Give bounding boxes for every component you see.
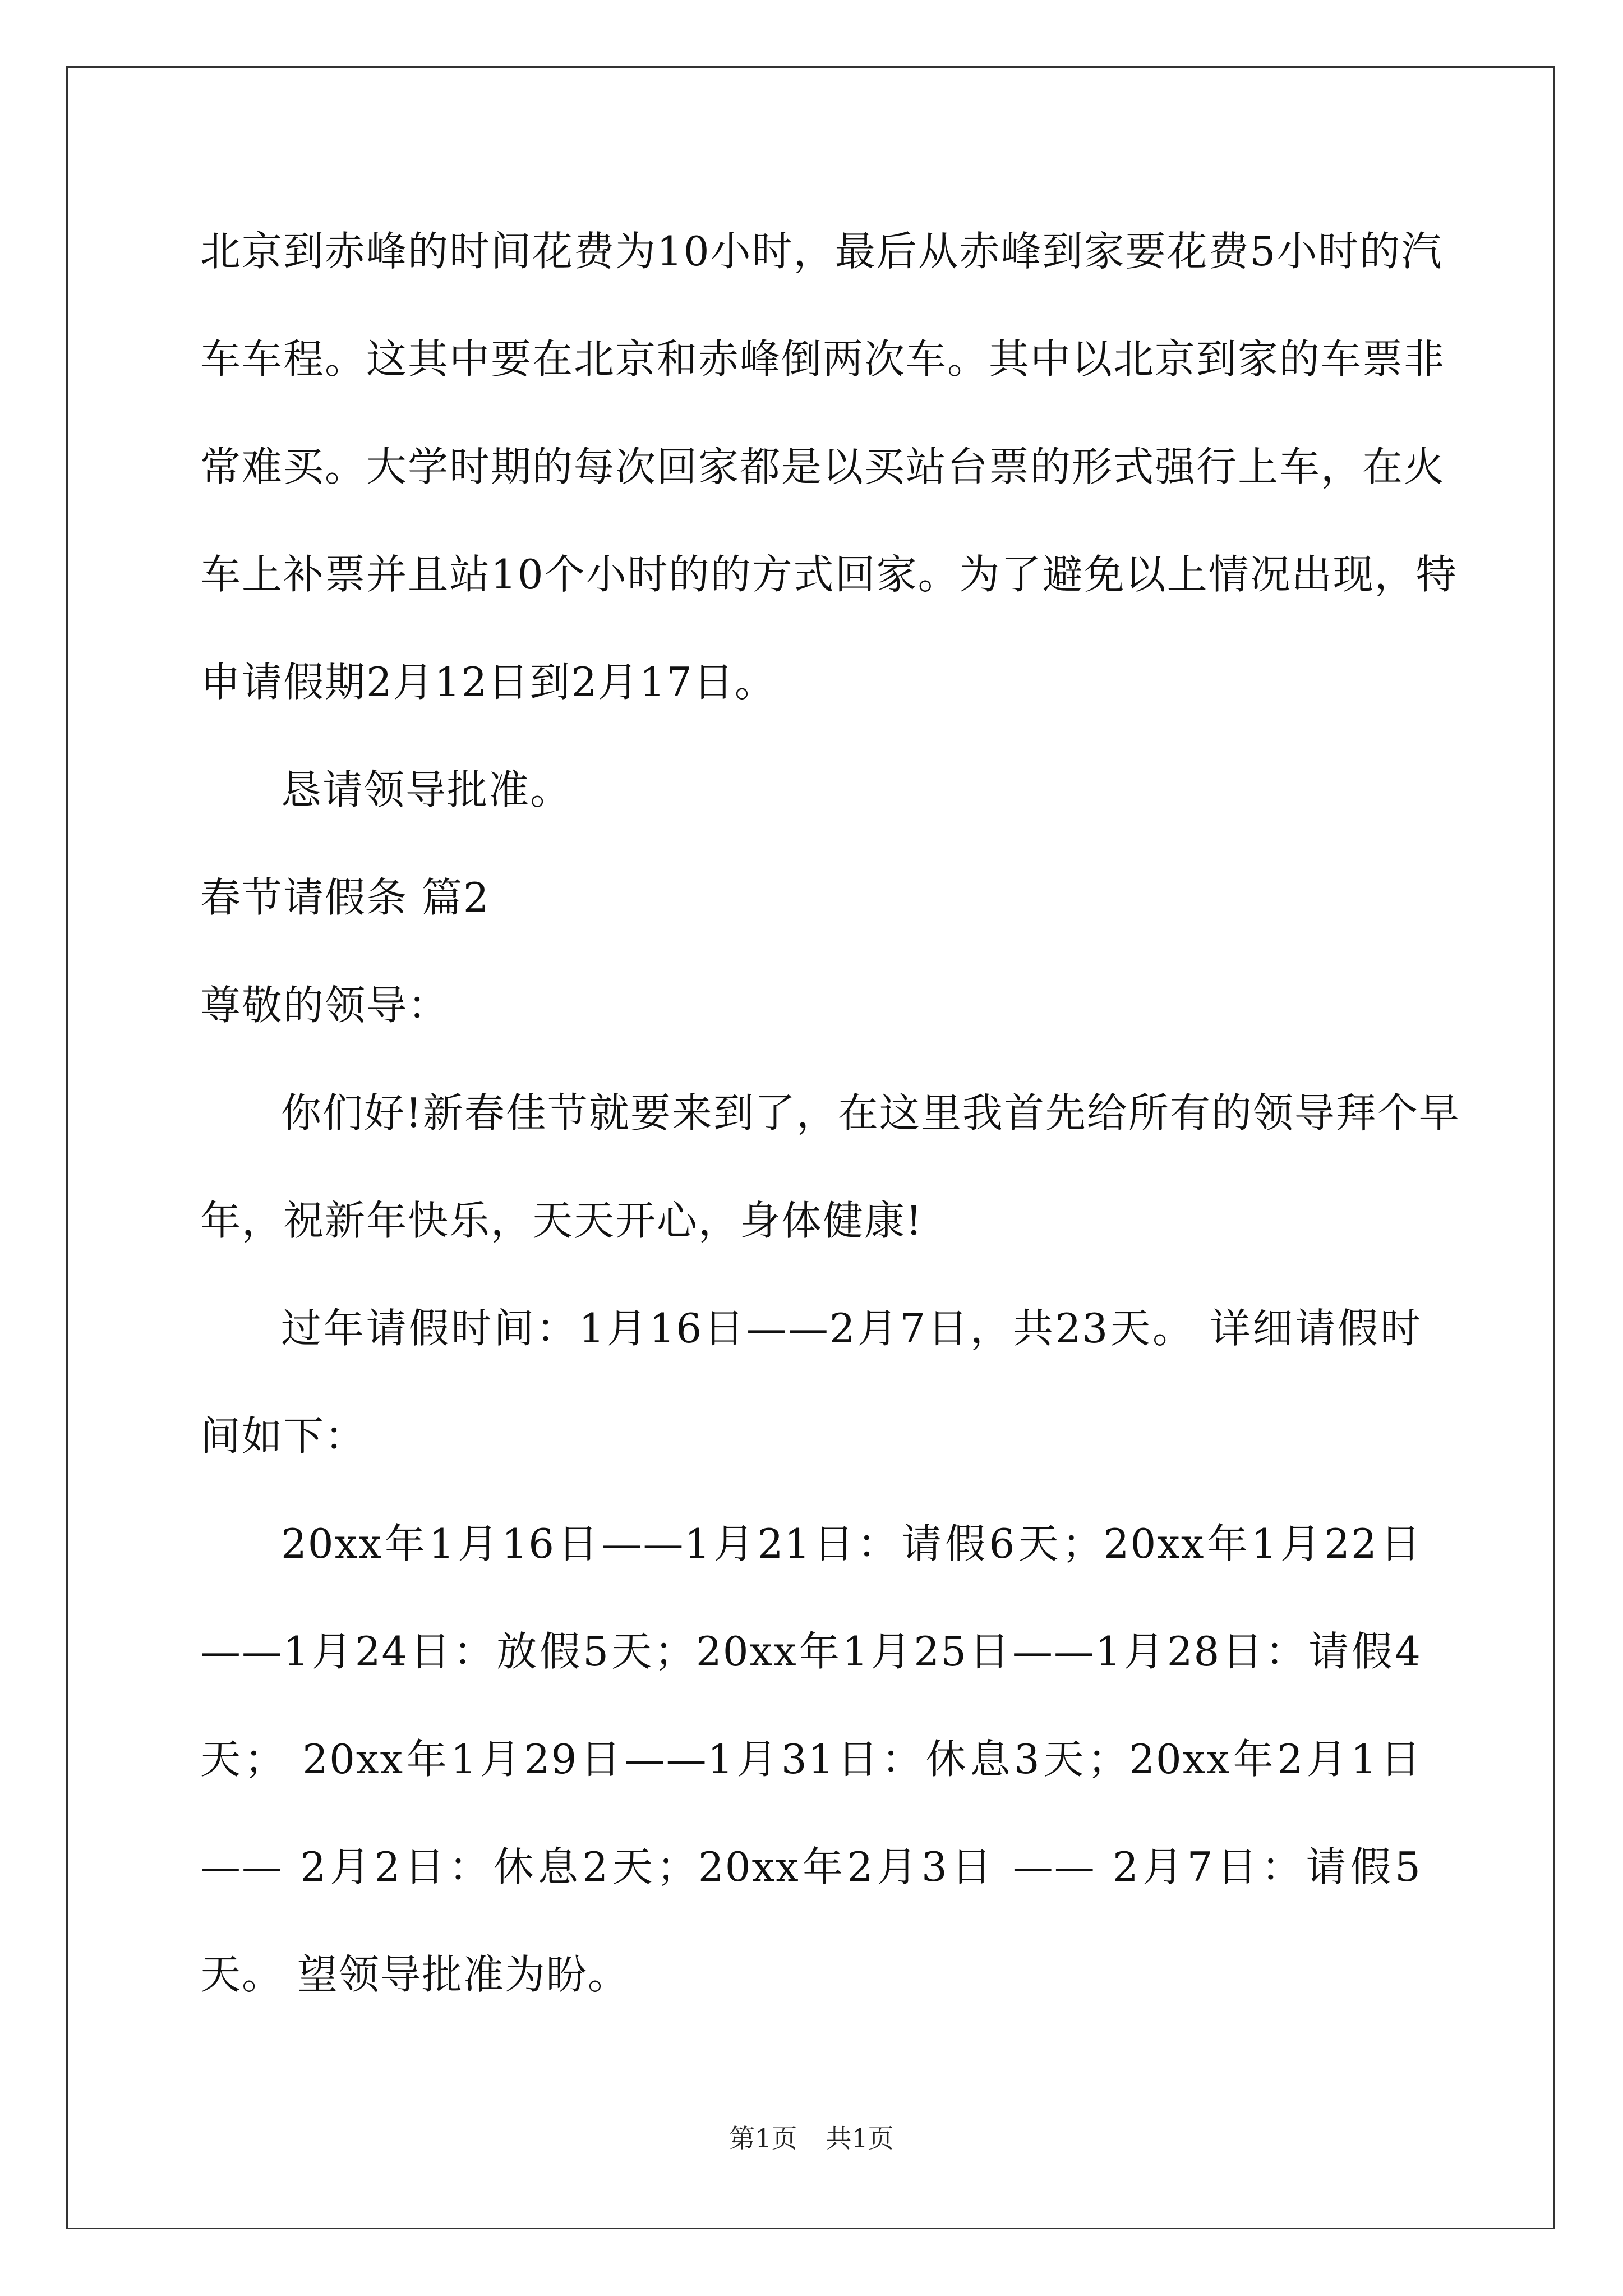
body-line-4: 车上补票并且站10个小时的的方式回家。为了避免以上情况出现，特 bbox=[200, 551, 1458, 598]
body-line-1: 北京到赤峰的时间花费为10小时，最后从赤峰到家要花费5小时的汽 bbox=[200, 228, 1443, 275]
schedule-line-4: —— 2月2日：休息2天；20xx年2月3日 —— 2月7日：请假5 bbox=[200, 1843, 1422, 1890]
salutation: 尊敬的领导： bbox=[200, 982, 450, 1029]
closing-line: 天。 望领导批准为盼。 bbox=[200, 1951, 629, 1998]
page-frame bbox=[66, 66, 1555, 2229]
body-line-9: 你们好!新春佳节就要来到了，在这里我首先给所有的领导拜个早 bbox=[281, 1089, 1460, 1137]
body-line-2: 车车程。这其中要在北京和赤峰倒两次车。其中以北京到家的车票非 bbox=[200, 335, 1446, 383]
request-approval-line: 恳请领导批准。 bbox=[281, 766, 572, 813]
page-total: 共1页 bbox=[826, 2123, 894, 2154]
schedule-line-1: 20xx年1月16日——1月21日：请假6天；20xx年1月22日 bbox=[281, 1520, 1422, 1567]
body-line-11: 过年请假时间：1月16日——2月7日，共23天。 详细请假时 bbox=[281, 1305, 1422, 1352]
section-heading: 春节请假条 篇2 bbox=[200, 874, 490, 921]
body-line-10: 年，祝新年快乐，天天开心，身体健康! bbox=[200, 1197, 923, 1244]
schedule-line-2: ——1月24日：放假5天；20xx年1月25日——1月28日：请假4 bbox=[200, 1628, 1422, 1675]
body-line-3: 常难买。大学时期的每次回家都是以买站台票的形式强行上车，在火 bbox=[200, 443, 1446, 490]
page-footer bbox=[0, 2122, 1623, 2155]
body-line-5: 申请假期2月12日到2月17日。 bbox=[200, 659, 776, 706]
page-number: 第1页 bbox=[729, 2123, 797, 2154]
schedule-line-3: 天； 20xx年1月29日——1月31日：休息3天；20xx年2月1日 bbox=[200, 1736, 1422, 1783]
body-line-12: 间如下： bbox=[200, 1412, 367, 1460]
